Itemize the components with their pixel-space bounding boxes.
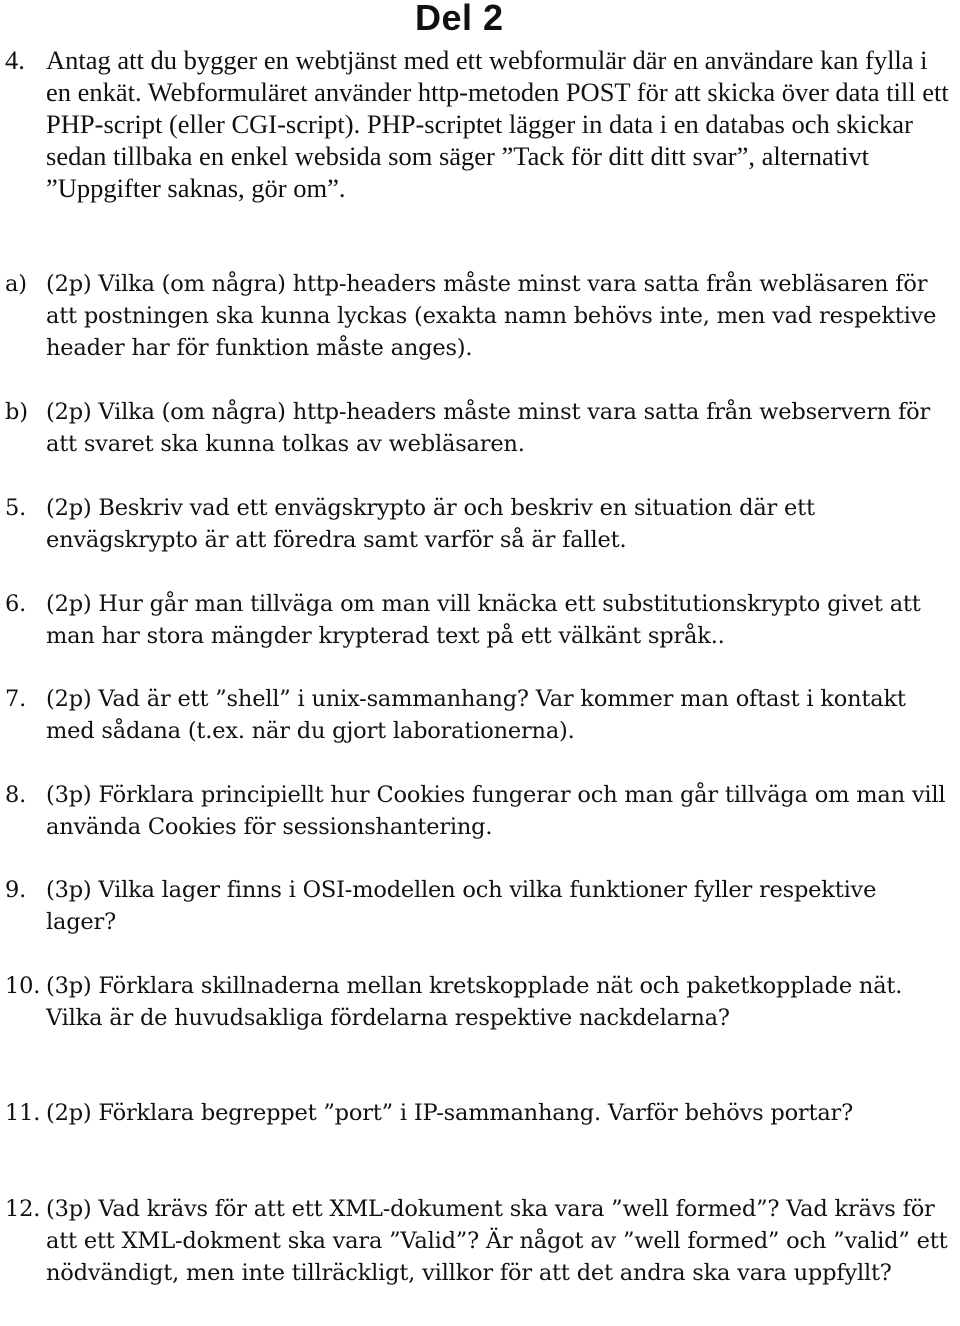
question-number: 12. (5, 1196, 41, 1222)
question-number: 4. (5, 45, 25, 75)
question-number: a) (5, 271, 27, 297)
question-number: 10. (5, 973, 41, 999)
question-number: b) (5, 399, 28, 425)
question-text: (2p) Vilka (om några) http-headers måste minst vara satta från webservern för att svaret ska kunna tolkas av webläsaren. (46, 399, 931, 457)
question-number: 6. (5, 591, 27, 617)
question-number: 11. (5, 1100, 41, 1126)
question-4b (0, 396, 952, 460)
question-number: 8. (5, 782, 27, 808)
question-5 (0, 492, 952, 556)
question-text: (2p) Förklara begreppet ”port” i IP-sammanhang. Varför behövs portar? (46, 1100, 853, 1126)
question-text: (3p) Förklara skillnaderna mellan kretskopplade nät och paketkopplade nät. Vilka är de huvudsakliga fördelarna respektive nackdelarna? (46, 973, 903, 1031)
question-number: 9. (5, 877, 27, 903)
question-text: (2p) Beskriv vad ett envägskrypto är och beskriv en situation där ett envägskrypto är att föredra samt varför så är fallet. (46, 495, 815, 553)
question-text: Antag att du bygger en webtjänst med ett webformulär där en användare kan fylla i en enkät. Webformuläret använder http-metoden POST för att skicka över data till ett PHP-script (eller CGI-script). PHP-scriptet lägger in data i en databas och skickar sedan tillbaka en enkel websida som säger ”Tack för ditt ditt svar”, alternativt ”Uppgifter saknas, gör om”. (46, 45, 949, 203)
question-11 (0, 1097, 952, 1129)
question-4a (0, 268, 952, 364)
section-heading: Del 2 (415, 0, 504, 38)
question-text: (3p) Förklara principiellt hur Cookies fungerar och man går tillväga om man vill använda Cookies för sessionshantering. (46, 782, 946, 840)
question-4 (0, 44, 952, 204)
question-text: (2p) Vad är ett ”shell” i unix-sammanhang? Var kommer man oftast i kontakt med sådana (t.ex. när du gjort laborationerna). (46, 686, 906, 744)
question-6 (0, 588, 952, 652)
question-text: (3p) Vilka lager finns i OSI-modellen och vilka funktioner fyller respektive lager? (46, 877, 877, 935)
question-7 (0, 683, 952, 747)
question-number: 7. (5, 686, 27, 712)
question-text: (3p) Vad krävs för att ett XML-dokument ska vara ”well formed”? Vad krävs för att ett XML-dokment ska vara ”Valid”? Är något av ”well formed” och ”valid” ett nödvändigt, men inte tillräckligt, villkor för att det andra ska vara uppfyllt? (46, 1196, 948, 1286)
question-8 (0, 779, 952, 843)
question-text: (2p) Hur går man tillväga om man vill knäcka ett substitutionskrypto givet att man har stora mängder krypterad text på ett välkänt språk.. (46, 591, 921, 649)
question-12 (0, 1193, 952, 1289)
question-9 (0, 874, 952, 938)
question-text: (2p) Vilka (om några) http-headers måste minst vara satta från webläsaren för att postningen ska kunna lyckas (exakta namn behövs inte, men vad respektive header har för funktion måste anges). (46, 271, 937, 361)
question-10 (0, 970, 952, 1034)
question-number: 5. (5, 495, 27, 521)
